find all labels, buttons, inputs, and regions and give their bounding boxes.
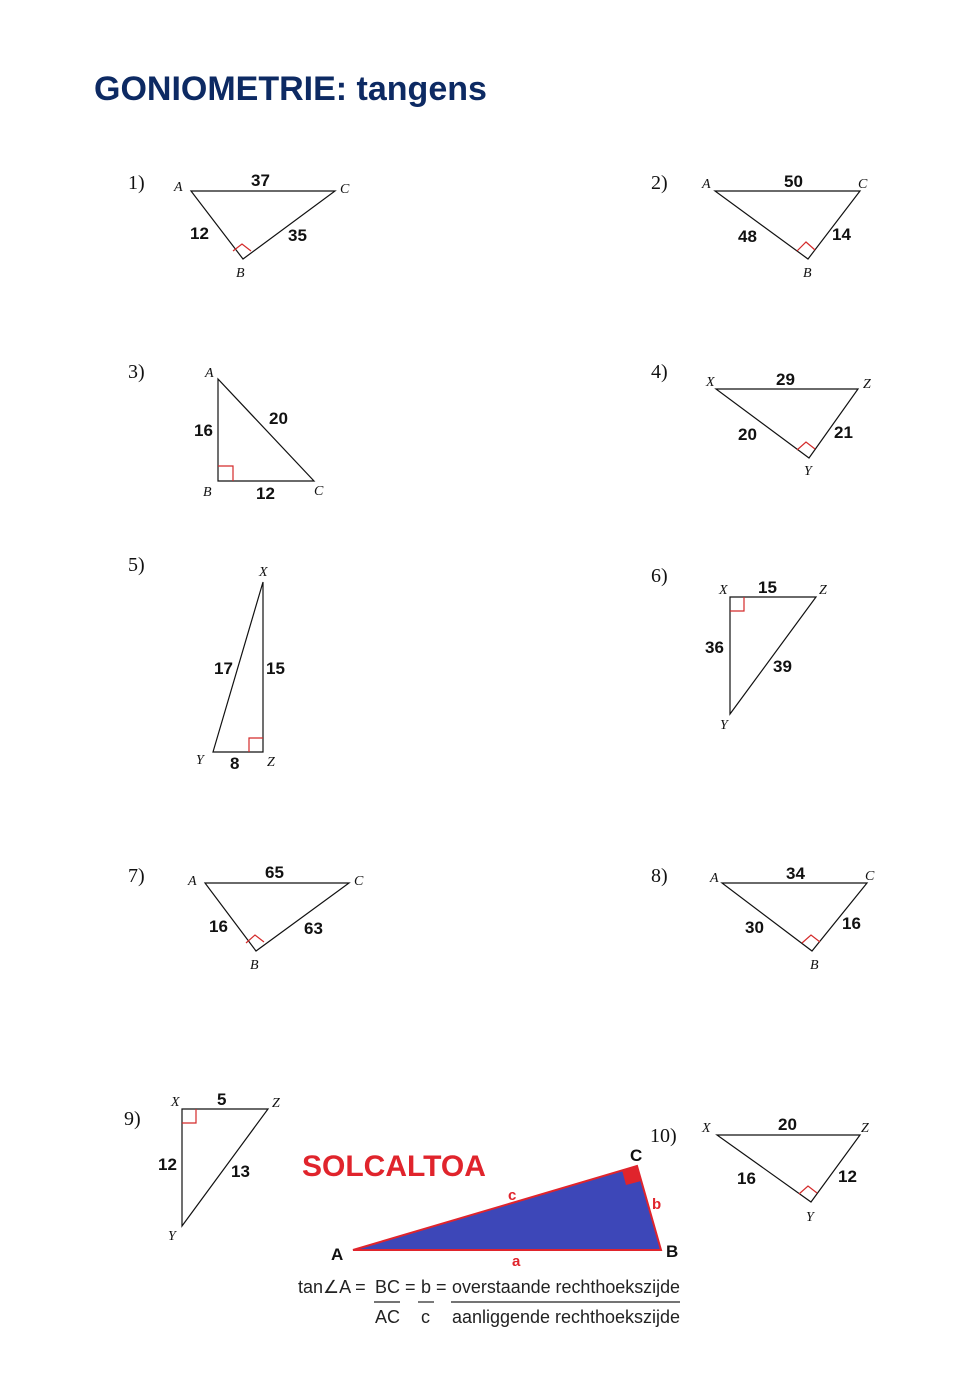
- vertex-label: X: [702, 1121, 711, 1136]
- exercise-5: [128, 554, 285, 773]
- side-length: 37: [251, 171, 270, 190]
- side-label: b: [652, 1196, 662, 1213]
- side-length: 30: [745, 918, 764, 937]
- side-length: 12: [838, 1167, 857, 1186]
- vertex-label: C: [314, 484, 324, 499]
- vertex-label: Z: [267, 755, 275, 770]
- exercise-number: 9): [124, 1108, 141, 1130]
- vertex-label: X: [719, 583, 728, 598]
- side-length: 14: [832, 225, 851, 244]
- exercise-number: 7): [128, 865, 145, 887]
- vertex-label: A: [710, 871, 719, 886]
- exercise-1: [128, 171, 350, 281]
- side-length: 35: [288, 226, 307, 245]
- solcaltoa-reference: [302, 1146, 678, 1270]
- side-length: 12: [256, 484, 275, 503]
- side-length: 20: [269, 409, 288, 428]
- side-length: 20: [778, 1115, 797, 1134]
- vertex-label: B: [236, 266, 245, 281]
- exercise-8: [651, 864, 875, 973]
- right-angle-marker: [730, 597, 744, 611]
- right-angle-marker: [797, 442, 815, 450]
- right-angle-marker: [797, 242, 815, 251]
- formula-numerator: overstaande rechthoekszijde: [452, 1277, 680, 1297]
- exercise-number: 1): [128, 172, 145, 194]
- side-length: 16: [209, 917, 228, 936]
- vertex-label: A: [702, 177, 711, 192]
- side-length: 20: [738, 425, 757, 444]
- side-length: 15: [266, 659, 285, 678]
- exercise-number: 4): [651, 361, 668, 383]
- side-length: 12: [190, 224, 209, 243]
- side-length: 17: [214, 659, 233, 678]
- formula-denominator: aanliggende rechthoekszijde: [452, 1307, 680, 1327]
- side-length: 16: [842, 914, 861, 933]
- formula-equals: =: [436, 1277, 447, 1297]
- side-length: 65: [265, 863, 284, 882]
- exercise-number: 3): [128, 361, 145, 383]
- vertex-label: C: [858, 177, 868, 192]
- right-angle-marker: [182, 1109, 196, 1123]
- vertex-label: B: [666, 1242, 679, 1261]
- vertex-label: C: [340, 182, 350, 197]
- vertex-label: Y: [720, 718, 728, 733]
- page-title: GONIOMETRIE: tangens: [94, 70, 487, 108]
- side-length: 15: [758, 578, 777, 597]
- vertex-label: C: [630, 1146, 643, 1165]
- vertex-label: X: [171, 1095, 180, 1110]
- exercise-number: 6): [651, 565, 668, 587]
- triangle: [730, 597, 816, 714]
- side-length: 16: [737, 1169, 756, 1188]
- side-length: 34: [786, 864, 805, 883]
- vertex-label: Y: [168, 1229, 176, 1244]
- right-angle-marker: [799, 1186, 817, 1194]
- right-angle-marker: [218, 466, 233, 481]
- exercise-3: [128, 361, 324, 503]
- right-angle-marker: [802, 935, 820, 943]
- vertex-label: Z: [272, 1096, 280, 1111]
- exercise-2: [651, 172, 868, 281]
- vertex-label: Z: [819, 583, 827, 598]
- side-length: 13: [231, 1162, 250, 1181]
- vertex-label: Z: [861, 1121, 869, 1136]
- tangent-formula: [298, 1277, 680, 1327]
- solcaltoa-heading: SOLCALTOA: [302, 1150, 486, 1183]
- vertex-label: B: [803, 266, 812, 281]
- side-label: a: [512, 1253, 521, 1270]
- side-length: 50: [784, 172, 803, 191]
- exercise-number: 2): [651, 172, 668, 194]
- vertex-label: Y: [806, 1210, 814, 1225]
- side-label: c: [508, 1187, 517, 1204]
- formula-denominator: AC: [375, 1307, 401, 1327]
- exercise-number: 10): [650, 1125, 677, 1147]
- exercise-7: [128, 863, 364, 973]
- vertex-label: X: [259, 565, 268, 580]
- side-length: 39: [773, 657, 792, 676]
- vertex-label: C: [354, 874, 364, 889]
- vertex-label: B: [203, 485, 212, 500]
- side-length: 29: [776, 370, 795, 389]
- side-length: 36: [705, 638, 724, 657]
- vertex-label: Y: [196, 753, 204, 768]
- side-length: 63: [304, 919, 323, 938]
- triangle: [191, 191, 335, 259]
- side-length: 21: [834, 423, 853, 442]
- exercise-6: [651, 565, 827, 733]
- exercise-10: [650, 1115, 869, 1225]
- side-length: 16: [194, 421, 213, 440]
- exercise-4: [651, 361, 871, 479]
- side-length: 5: [217, 1090, 227, 1109]
- exercise-number: 5): [128, 554, 145, 576]
- vertex-label: B: [250, 958, 259, 973]
- vertex-label: Z: [863, 377, 871, 392]
- exercise-number: 8): [651, 865, 668, 887]
- vertex-label: X: [706, 375, 715, 390]
- vertex-label: C: [865, 869, 875, 884]
- formula-lhs: tan∠A =: [298, 1277, 366, 1297]
- side-length: 8: [230, 754, 240, 773]
- exercise-9: [124, 1090, 280, 1244]
- formula-numerator: BC: [375, 1277, 401, 1297]
- vertex-label: A: [174, 180, 183, 195]
- right-angle-marker: [249, 738, 263, 752]
- vertex-label: A: [188, 874, 197, 889]
- vertex-label: A: [331, 1245, 344, 1264]
- formula-denominator: c: [421, 1307, 430, 1327]
- formula-equals: =: [405, 1277, 416, 1297]
- vertex-label: B: [810, 958, 819, 973]
- formula-numerator: b: [421, 1277, 432, 1297]
- vertex-label: A: [205, 366, 214, 381]
- side-length: 48: [738, 227, 757, 246]
- triangle: [182, 1109, 268, 1226]
- vertex-label: Y: [804, 464, 812, 479]
- side-length: 12: [158, 1155, 177, 1174]
